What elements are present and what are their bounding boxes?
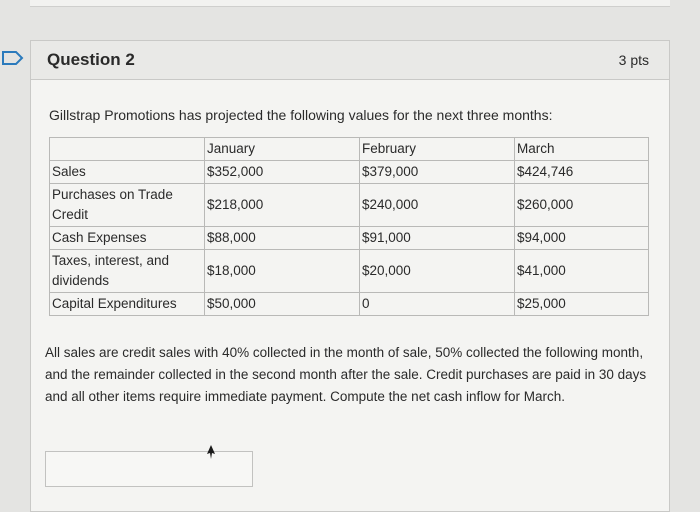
table-cell: $50,000	[205, 293, 360, 316]
table-row	[50, 161, 649, 184]
question-body: All sales are credit sales with 40% collected in the month of sale, 50% collected the following month, and the remainder collected in the second month after the sale. Credit purchases are paid in 30 days and all other items require immediate payment. Compute the net cash inflow for March.	[45, 345, 647, 404]
table-cell: Sales	[50, 161, 205, 184]
table-cell: $41,000	[515, 250, 649, 293]
table-cell: $379,000	[360, 161, 515, 184]
table-cell: $18,000	[205, 250, 360, 293]
table-row	[50, 293, 649, 316]
question-intro: Gillstrap Promotions has projected the following values for the next three months:	[49, 107, 553, 123]
table-header-cell: February	[360, 138, 515, 161]
table-row	[50, 227, 649, 250]
question-title: Question 2	[47, 50, 135, 69]
table-cell: $218,000	[205, 184, 360, 227]
table-cell: 0	[360, 293, 515, 316]
table-row	[50, 184, 649, 227]
table-cell: $240,000	[360, 184, 515, 227]
previous-question-strip	[30, 0, 670, 7]
table-row	[50, 250, 649, 293]
bookmark-flag-icon[interactable]	[2, 50, 24, 66]
mouse-pointer-icon	[206, 445, 216, 459]
table-cell: Taxes, interest, and dividends	[50, 250, 205, 293]
table-cell: $20,000	[360, 250, 515, 293]
table-header-cell	[50, 138, 205, 161]
table-cell: Cash Expenses	[50, 227, 205, 250]
table-cell: $88,000	[205, 227, 360, 250]
table-cell: $260,000	[515, 184, 649, 227]
table-header-cell: March	[515, 138, 649, 161]
table-cell: $25,000	[515, 293, 649, 316]
question-header	[31, 41, 669, 80]
table-cell: $94,000	[515, 227, 649, 250]
projection-table	[49, 137, 649, 316]
table-cell: $424,746	[515, 161, 649, 184]
answer-input[interactable]	[45, 451, 253, 487]
table-header-cell: January	[205, 138, 360, 161]
table-cell: Capital Expenditures	[50, 293, 205, 316]
question-points: 3 pts	[618, 52, 649, 68]
question-card	[30, 40, 670, 512]
table-cell: Purchases on Trade Credit	[50, 184, 205, 227]
table-header-row	[50, 138, 649, 161]
table-cell: $352,000	[205, 161, 360, 184]
table-cell: $91,000	[360, 227, 515, 250]
